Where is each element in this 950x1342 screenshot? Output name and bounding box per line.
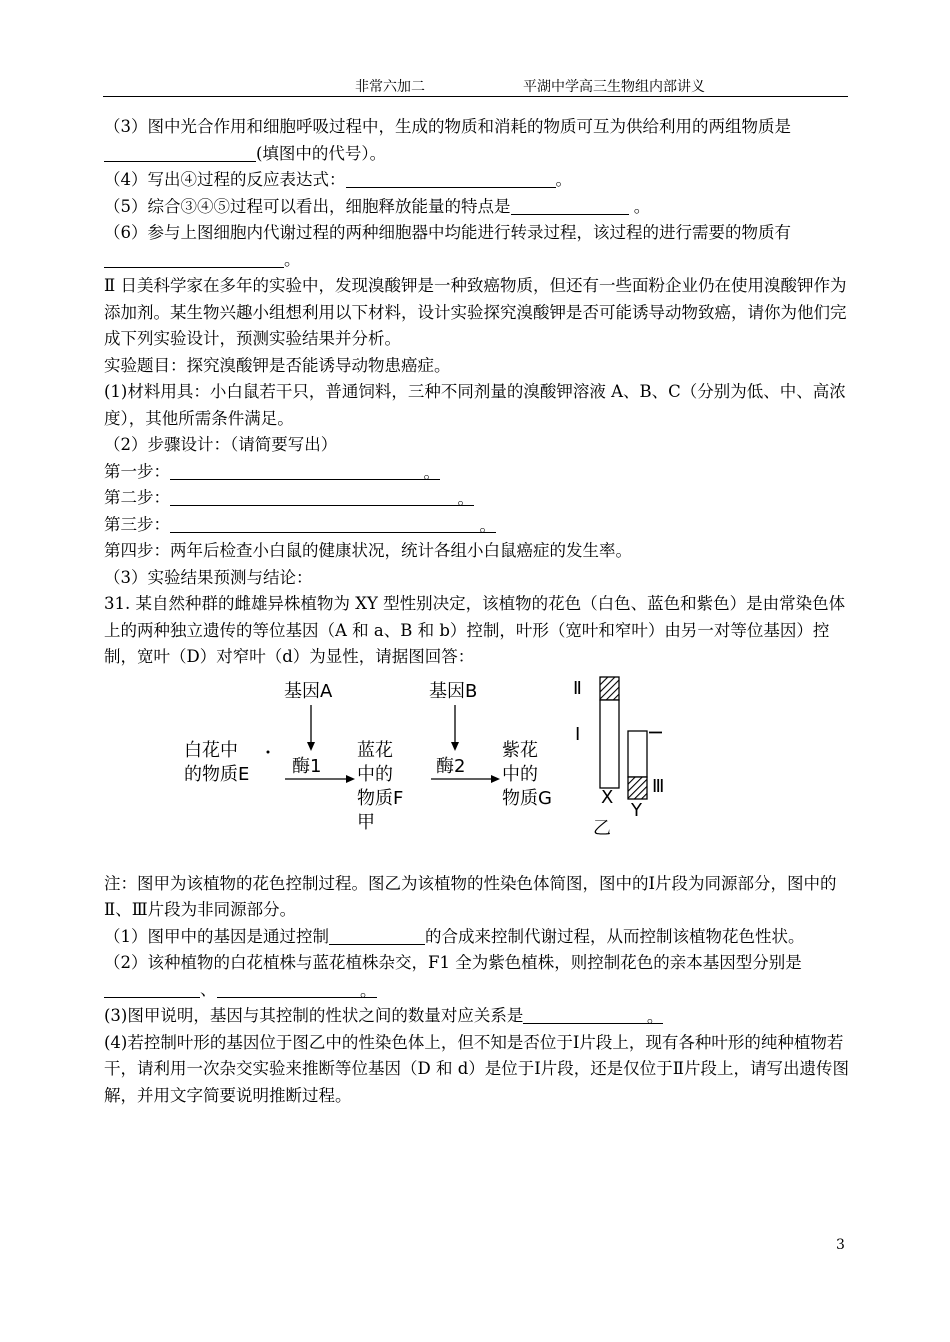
gene-a-label: 基因A (284, 680, 333, 702)
figure-area (104, 671, 849, 871)
sub-question-4: (4)若控制叶形的基因位于图乙中的性染色体上，但不知是否位于Ⅰ片段上，现有各种叶形的纯种植物若干，请利用一次杂交实验来推断等位基因（D 和 d）是位于Ⅰ片段，还是仅位于Ⅱ片段上，请写出遗传图解，并用文字简要说明推断过程。 (104, 1032, 850, 1105)
header-left-title: 非常六加二 (355, 79, 425, 95)
answer-blank[interactable] (104, 142, 256, 162)
purple-substance-label-2: 中的 (502, 763, 538, 785)
steps-title: （2）步骤设计：（请简要写出） (104, 435, 338, 454)
question-6: （6）参与上图细胞内代谢过程的两种细胞器中均能进行转录过程，该过程的进行需要的物质有。 (104, 223, 791, 269)
experiment-topic: 实验题目：探究溴酸钾是否能诱导动物患癌症。 (104, 355, 451, 375)
y-chromosome-segment-III (628, 777, 647, 799)
answer-blank[interactable]: 。 (523, 1004, 663, 1024)
arrowhead (491, 775, 500, 783)
step-4: 第四步：两年后检查小白鼠的健康状况，统计各组小白鼠癌症的发生率。 (104, 541, 632, 560)
purple-substance-label-3: 物质G (502, 787, 552, 809)
x-chromosome-label: X (601, 786, 614, 808)
y-chromosome-segment-I (628, 731, 647, 777)
purple-substance-label-1: 紫花 (502, 739, 538, 761)
answer-blank[interactable]: 。 (170, 486, 474, 506)
step-3: 第三步： 。 (104, 514, 496, 535)
segment-II-label: Ⅱ (573, 677, 582, 699)
materials-paragraph: (1)材料用具：小白鼠若干只，普通饲料，三种不同剂量的溴酸钾溶液 A、B、C（分别为低、中、高浓度），其他所需条件满足。 (104, 382, 846, 428)
question-5: （5）综合③④⑤过程可以看出，细胞释放能量的特点是 。 (104, 196, 651, 216)
enzyme-1-label: 酶1 (292, 755, 322, 777)
segment-I-label-y: Ⅰ (646, 729, 668, 735)
white-substance-label-1: 白花中 (184, 739, 238, 761)
answer-blank[interactable]: 。 (170, 460, 440, 480)
sub-question-1: （1）图甲中的基因是通过控制 的合成来控制代谢过程，从而控制该植物花色性状。 (104, 926, 805, 946)
question-3: （3）图中光合作用和细胞呼吸过程中，生成的物质和消耗的物质可互为供给利用的两组物质是(填图中的代号）。 (104, 117, 791, 163)
blue-substance-label-1: 蓝花 (357, 739, 393, 761)
segment-I-label: Ⅰ (575, 723, 581, 745)
question-31: 31. 某自然种群的雌雄异株植物为 XY 型性别决定，该植物的花色（白色、蓝色和紫色）是由常染色体上的两种独立遗传的等位基因（A 和 a、B 和 b）控制，叶形（宽叶和窄叶）由另一对等位基因）控制，宽叶（D）对窄叶（d）为显性，请据图回答： (104, 594, 846, 666)
answer-blank[interactable]: 。 (170, 513, 496, 533)
y-chromosome-label: Y (631, 799, 642, 821)
answer-blank[interactable] (346, 168, 556, 188)
question-4: （4）写出④过程的反应表达式： 。 (104, 170, 572, 189)
figure-a-caption: 甲 (357, 811, 375, 833)
arrowhead (346, 775, 355, 783)
page-header (103, 76, 848, 97)
document-body (104, 114, 849, 1109)
enzyme-2-label: 酶2 (436, 755, 466, 777)
answer-blank[interactable] (329, 925, 425, 945)
white-substance-label-2: 的物质E (184, 763, 250, 785)
figure-b-caption: 乙 (593, 817, 611, 839)
arrowhead (451, 742, 459, 751)
page-number: 3 (836, 1237, 845, 1253)
sub-question-3: (3)图甲说明，基因与其控制的性状之间的数量对应关系是 。 (104, 1006, 664, 1026)
blue-substance-label-3: 物质F (357, 787, 404, 809)
figure-note: 注：图甲为该植物的花色控制过程。图乙为该植物的性染色体简图，图中的Ⅰ片段为同源部分，图中的Ⅱ、Ⅲ片段为非同源部分。 (104, 873, 837, 919)
blue-substance-label-2: 中的 (357, 763, 393, 785)
section-II-intro: Ⅱ 日美科学家在多年的实验中，发现溴酸钾是一种致癌物质，但还有一些面粉企业仍在使用溴酸钾作为添加剂。某生物兴趣小组想利用以下材料，设计实验探究溴酸钾是否可能诱导动物致癌，请你为他们完成下列实验设计，预测实验结果并分析。 (104, 276, 847, 348)
step-1: 第一步： 。 (104, 461, 440, 482)
segment-III-label: Ⅲ (652, 775, 665, 797)
gene-b-label: 基因B (429, 680, 478, 702)
x-chromosome-segment-I (600, 700, 619, 788)
answer-blank[interactable]: 。 (217, 978, 377, 998)
header-right-title: 平湖中学高三生物组内部讲义 (523, 79, 705, 95)
x-chromosome-segment-II (600, 677, 619, 700)
answer-blank[interactable] (511, 195, 629, 215)
sub-question-2: （2）该种植物的白花植株与蓝花植株杂交，F1 全为紫色植株，则控制花色的亲本基因型分别是、 。 (104, 953, 802, 1000)
answer-blank[interactable] (104, 248, 284, 268)
result-title: （3）实验结果预测与结论： (104, 567, 313, 587)
answer-blank[interactable] (104, 978, 200, 998)
step-2: 第二步： 。 (104, 488, 474, 508)
arrowhead (307, 742, 315, 751)
dot-mark (267, 750, 270, 753)
